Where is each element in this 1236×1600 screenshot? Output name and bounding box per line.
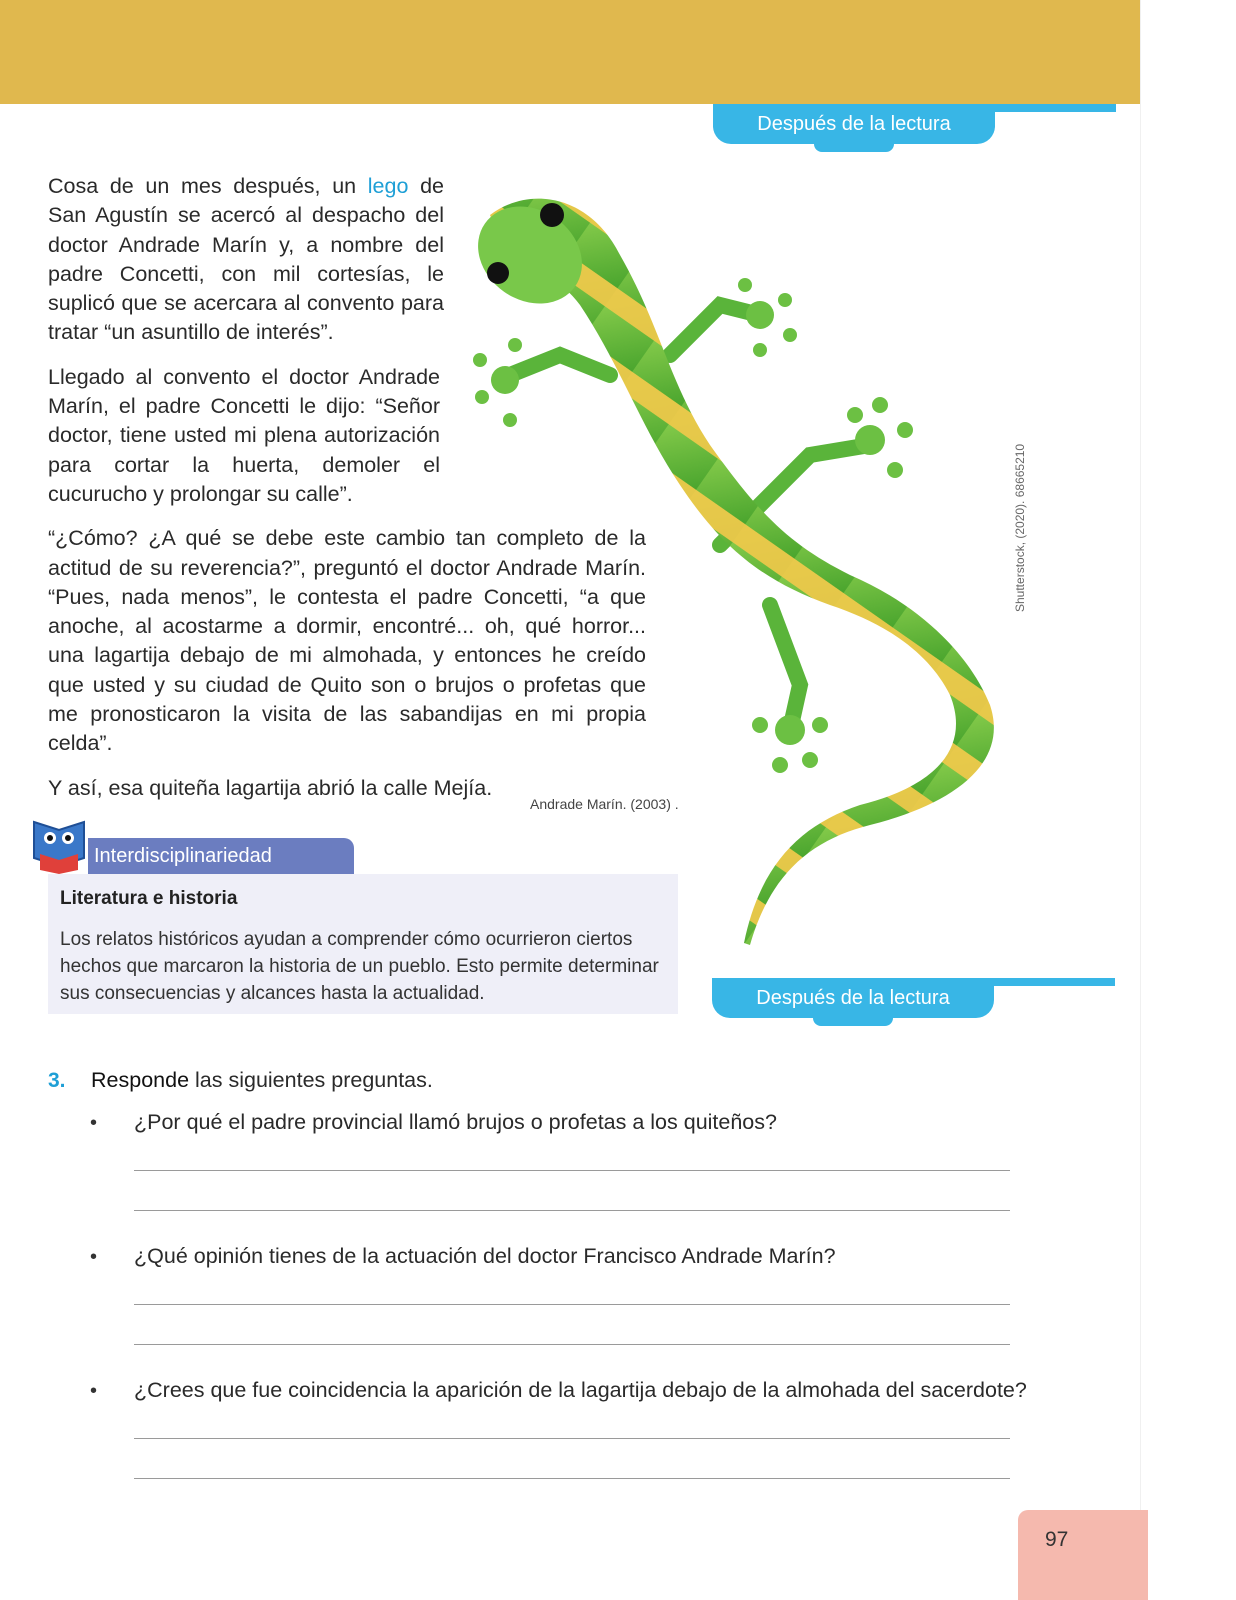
paragraph-2: Llegado al convento el doctor Andrade Marín, el padre Concetti le dijo: “Señor doctor, tiene usted mi plena autorización para cortar la huerta, demoler el cucurucho y prolongar su calle”.	[48, 364, 440, 506]
instruction-rest: las siguientes preguntas.	[189, 1068, 433, 1092]
answer-line-1a[interactable]	[134, 1170, 1010, 1171]
page-margin	[1140, 0, 1236, 1600]
activity-number: 3.	[48, 1069, 66, 1092]
answer-line-3b[interactable]	[134, 1478, 1010, 1479]
section-label-top: Después de la lectura	[757, 113, 951, 135]
bullet-2: •	[90, 1246, 98, 1268]
citation: Andrade Marín. (2003) .	[530, 796, 679, 812]
question-1: ¿Por qué el padre provincial llamó brujos o profetas a los quiteños?	[134, 1110, 777, 1134]
lizard-illustration-icon	[470, 185, 1030, 955]
page-number: 97	[1045, 1528, 1069, 1551]
bullet-1: •	[90, 1112, 98, 1134]
interdisciplinary-label: Interdisciplinariedad	[94, 845, 272, 867]
paragraph-1-end: de San Agustín se acercó al despacho del doctor Andrade Marín y, a nombre del padre Concetti, con mil cortesías, le suplicó que se acercara al convento para tratar “un asuntillo de interés”.	[48, 174, 444, 345]
paragraph-1-start: Cosa de un mes después, un	[48, 174, 368, 198]
page-number-box	[1018, 1510, 1148, 1600]
book-mascot-icon	[26, 814, 92, 874]
interdisciplinary-tab	[88, 838, 354, 874]
paragraph-3: “¿Cómo? ¿A qué se debe este cambio tan completo de la actitud de su reverencia?”, preguntó el doctor Andrade Marín. “Pues, nada menos”, le contesta el padre Concetti, “a que anoche, al acostarme a dormir, encontré... oh, qué horror... una lagartija debajo de mi almohada, y entonces he creído que usted y su ciudad de Quito son o brujos o profetas que me pronosticaron la visita de las sabandijas en mi propia celda”.	[48, 526, 646, 756]
question-2: ¿Qué opinión tienes de la actuación del doctor Francisco Andrade Marín?	[134, 1244, 836, 1268]
top-color-band	[0, 0, 1140, 104]
section-tab-top	[713, 104, 995, 144]
question-3: ¿Crees que fue coincidencia la aparición de la lagartija debajo de la almohada del sacerdote?	[134, 1378, 1027, 1402]
activity-instruction	[91, 1068, 433, 1093]
instruction-verb: Responde	[91, 1068, 190, 1092]
paragraph-4: Y así, esa quiteña lagartija abrió la calle Mejía.	[48, 775, 493, 800]
answer-line-2b[interactable]	[134, 1344, 1010, 1345]
answer-line-1b[interactable]	[134, 1210, 1010, 1211]
box-text: Los relatos históricos ayudan a comprender cómo ocurrieron ciertos hechos que marcaron la historia de un pueblo. Esto permite determinar sus consecuencias y alcances hasta la actualidad.	[60, 929, 659, 1004]
image-credit: Shutterstock, (2020). 68665210	[1013, 443, 1027, 612]
glossary-word-lego[interactable]: lego	[367, 174, 409, 198]
paragraph-1	[48, 172, 444, 348]
bullet-3: •	[90, 1380, 98, 1402]
section-tab-bottom	[712, 978, 994, 1018]
box-title: Literatura e historia	[60, 888, 238, 909]
answer-line-2a[interactable]	[134, 1304, 1010, 1305]
answer-line-3a[interactable]	[134, 1438, 1010, 1439]
section-label-bottom: Después de la lectura	[756, 987, 950, 1009]
